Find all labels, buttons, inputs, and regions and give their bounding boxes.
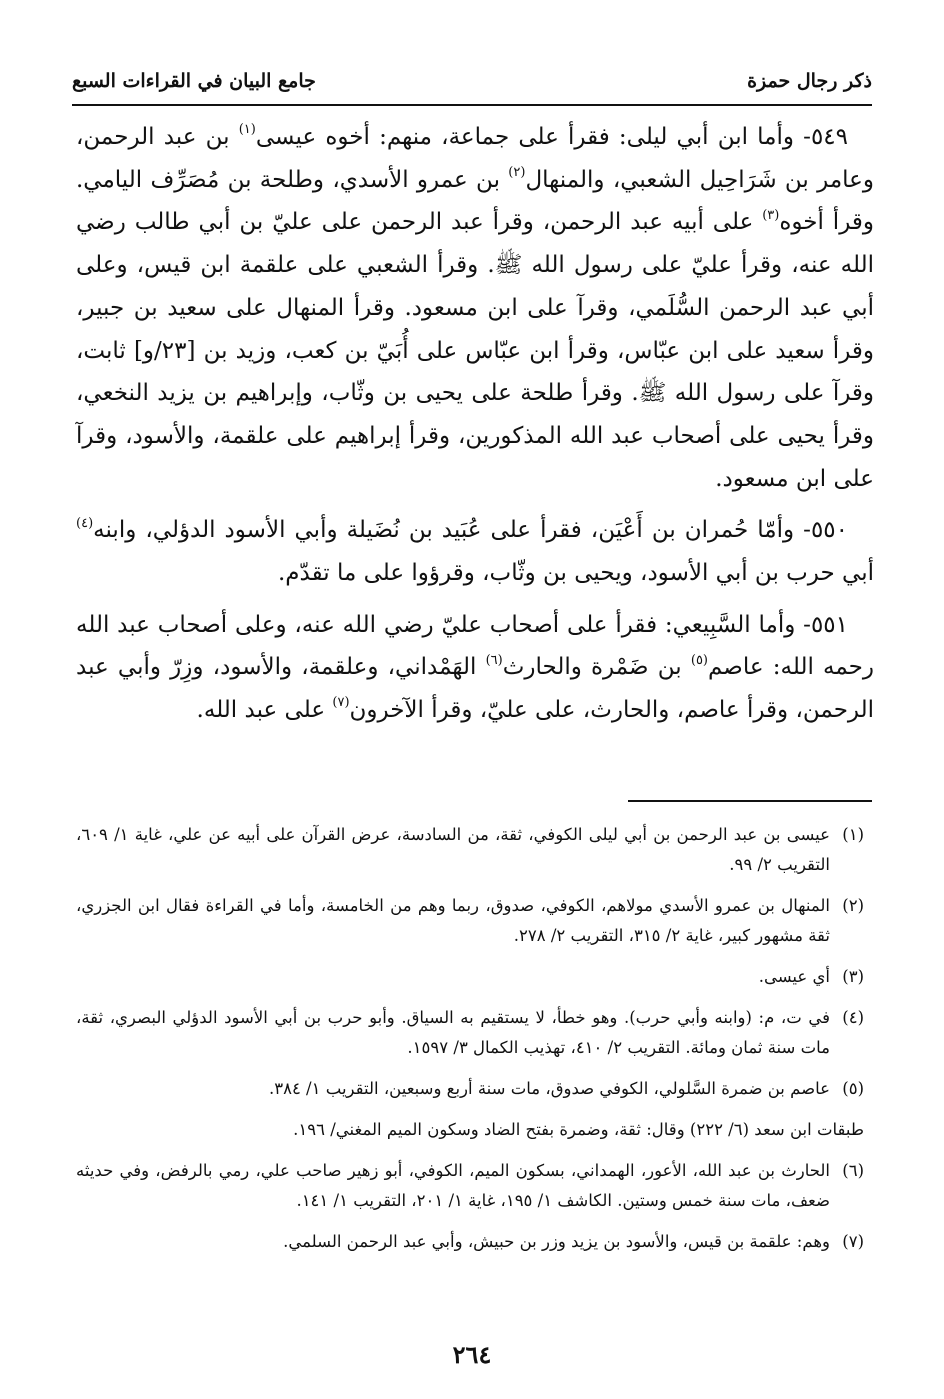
paragraph-551 [76, 604, 874, 732]
text-segment: بن ضَمْرة والحارث [502, 654, 691, 681]
text-segment: ٥٤٩- وأما ابن أبي ليلى: فقرأ على جماعة، منهم: أخوه عيسى [255, 124, 848, 150]
footnote-text: عيسى بن عبد الرحمن بن أبي ليلى الكوفي، ثقة، من السادسة، عرض القرآن على أبيه عن علي، غاية ١/ ٦٠٩، التقريب ٢/ ٩٩. [76, 825, 830, 874]
footnote [76, 820, 864, 880]
footnote [76, 962, 864, 992]
footnotes [76, 820, 864, 1268]
footnote-number: (٥) [842, 1079, 864, 1098]
footnote-text: عاصم بن ضمرة السَّلولي، الكوفي صدوق، مات سنة أربع وسبعين، التقريب ١/ ٣٨٤. [268, 1079, 830, 1098]
text-segment: ٥٥٠- وأمّا حُمران بن أَعْيَن، فقرأ على عُبَيد بن نُضَيلة وأبي الأسود الدؤلي، وابنه [93, 517, 848, 544]
footnote-text: أي عيسى. [758, 967, 830, 986]
text-segment: على عبد الله. [196, 697, 333, 724]
footnote-text: طبقات ابن سعد (٦/ ٢٢٢) وقال: ثقة، وضمرة بفتح الضاد وسكون الميم المغني/ ١٩٦. [293, 1120, 864, 1139]
footnote-ref: (٧) [332, 695, 350, 711]
main-text [76, 116, 874, 741]
paragraph-549 [76, 116, 874, 500]
footnote-number: (٤) [842, 1008, 864, 1027]
footnote-ref: (٣) [762, 207, 780, 223]
footnote [76, 891, 864, 951]
footnote [76, 1156, 864, 1216]
footnote-number: (٦) [842, 1161, 864, 1180]
footnote-text: في ت، م: (وابنه وأبي حرب). وهو خطأ، لا يستقيم به السياق. وأبو حرب بن أبي الأسود الدؤلي البصري، ثقة، مات سنة ثمان ومائة. التقريب ٢/ ٤١٠، تهذيب الكمال ٣/ ١٥٩٧. [76, 1008, 830, 1057]
running-header [72, 66, 872, 100]
footnote-text: وهم: علقمة بن قيس، والأسود بن يزيد وزر بن حبيش، وأبي عبد الرحمن السلمي. [283, 1232, 830, 1251]
footnote-number: (٣) [842, 967, 864, 986]
footnote-text: المنهال بن عمرو الأسدي مولاهم، الكوفي، صدوق، ربما وهم من الخامسة، وأما في القراءة فقال ابن الجزري، ثقة مشهور كبير، غاية ٢/ ٣١٥، التقريب ٢/ ٢٧٨. [76, 896, 830, 945]
footnote-divider [628, 800, 872, 802]
footnote [76, 1227, 864, 1257]
footnote [76, 1074, 864, 1104]
footnote-ref: (٢) [508, 165, 526, 181]
footnote [76, 1003, 864, 1063]
footnote-text: الحارث بن عبد الله، الأعور، الهمداني، بسكون الميم، الكوفي، أبو زهير صاحب علي، رمي بالرفض، وفي حديثه ضعف، مات سنة خمس وستين. الكاشف ١/ ١٩٥، غاية ١/ ٢٠١، التقريب ١/ ١٤١. [76, 1161, 830, 1210]
header-divider [72, 104, 872, 106]
footnote-ref: (٤) [76, 515, 94, 531]
footnote-ref: (٦) [485, 652, 503, 668]
book-title: جامع البيان في القراءات السبع [72, 70, 316, 92]
text-segment: أبي حرب بن أبي الأسود، ويحيى بن وثّاب، وقرؤوا على ما تقدّم. [277, 560, 874, 587]
text-segment: بن عبد الرحمن، وعامر بن شَرَاحِيل الشعبي، والمنهال [76, 124, 874, 193]
text-segment: بن عمرو الأسدي، وطلحة بن مُصَرِّف اليامي. وقرأ أخوه [76, 166, 874, 236]
footnote-ref: (١) [238, 122, 256, 138]
footnote-continuation [76, 1115, 864, 1145]
page-number: ٢٦٤ [452, 1340, 492, 1369]
paragraph-550 [76, 509, 874, 594]
footnote-number: (١) [842, 825, 864, 844]
text-segment: الهَمْداني، وعلقمة، والأسود، وزِرّ وأبي عبد الرحمن، وقرأ عاصم، والحارث، على عليّ، وقرأ الآخرون [76, 654, 874, 724]
footnote-number: (٧) [842, 1232, 864, 1251]
chapter-title: ذكر رجال حمزة [747, 70, 872, 92]
text-segment: على أبيه عبد الرحمن، وقرأ عبد الرحمن على عليّ بن أبي طالب رضي الله عنه، وقرأ عليّ على رسول الله ﷺ. وقرأ الشعبي على علقمة ابن قيس، وعلى أبي عبد الرحمن السُّلَمي، وقرآ على ابن مسعود. وقرأ المنهال على سعيد بن جبير، وقرأ سعيد على ابن عبّاس، وقرأ ابن عبّاس على أُبَيّ بن كعب، وزيد بن [٢٣/و] ثابت، وقرآ على رسول الله ﷺ. وقرأ طلحة على يحيى بن وثّاب، وإبراهيم بن يزيد النخعي، وقرأ يحيى على أصحاب عبد الله المذكورين، وقرأ إبراهيم على علقمة، والأسود، وقرآ على ابن مسعود. [76, 209, 875, 492]
footnote-number: (٢) [842, 896, 864, 915]
footnote-ref: (٥) [690, 652, 708, 668]
text-segment: ٥٥١- وأما السَّبِيعي: فقرأ على أصحاب عليّ رضي الله عنه، وعلى أصحاب عبد الله رحمه الله: عاصم [76, 611, 874, 681]
